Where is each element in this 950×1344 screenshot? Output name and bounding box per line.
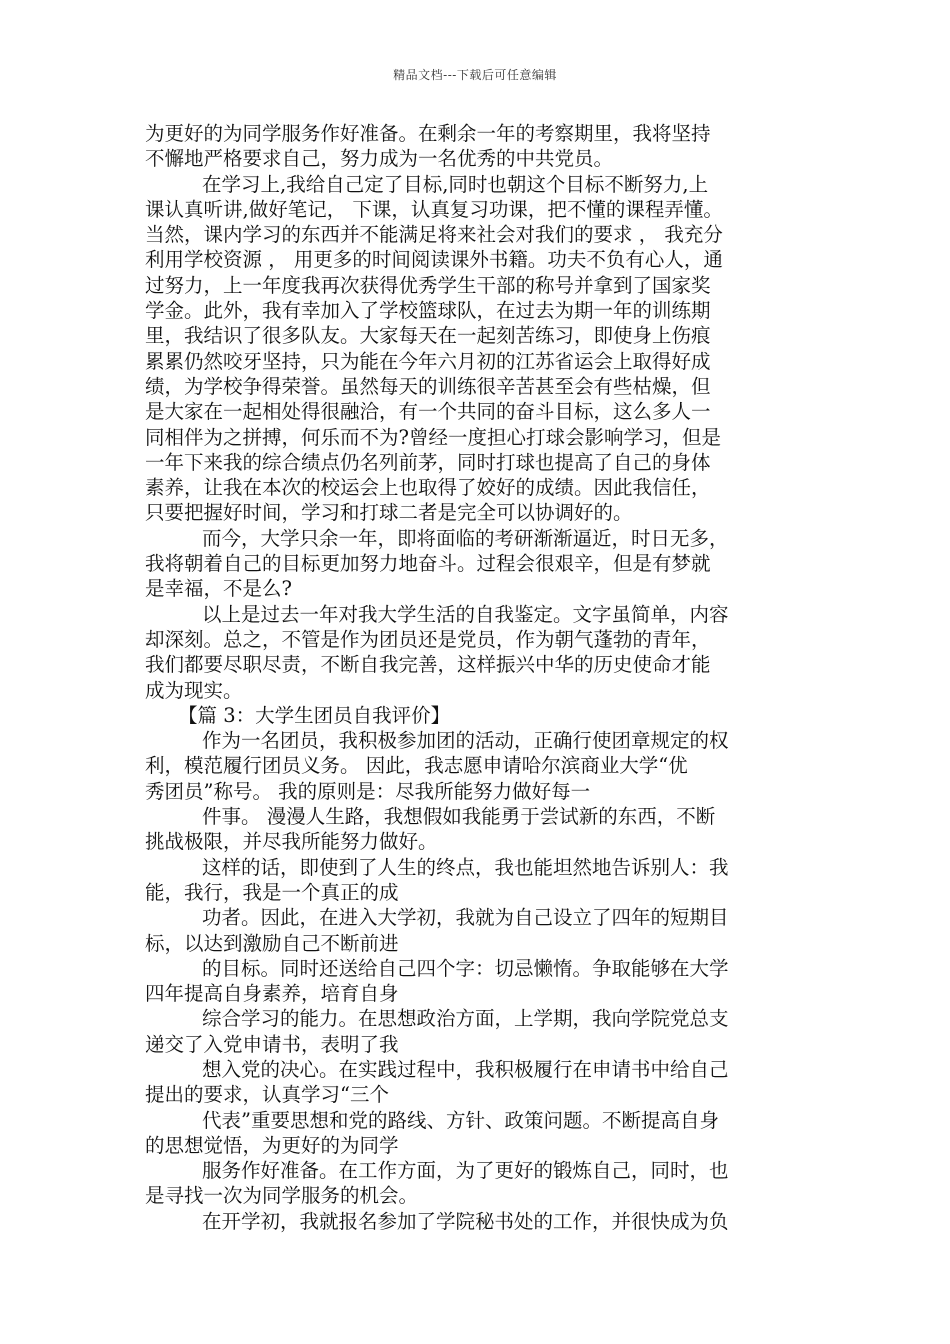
text-line: 作为一名团员，我积极参加团的活动，正确行使团章规定的权 [202,729,729,753]
text-line: 件事。 漫漫人生路，我想假如我能勇于尝试新的东西，不断 [202,805,716,829]
text-line: 在开学初，我就报名参加了学院秘书处的工作，并很快成为负 [202,1209,729,1233]
text-line: 利，模范履行团员义务。 因此，我志愿申请哈尔滨商业大学“优 [145,754,688,778]
text-line: 学金。此外，我有幸加入了学校篮球队，在过去为期一年的训练期 [145,299,711,323]
text-line: 不懈地严格要求自己，努力成为一名优秀的中共党员。 [145,147,614,171]
section-heading: 【篇 3：大学生团员自我评价】 [178,703,451,727]
text-line: 服务作好准备。在工作方面，为了更好的锻炼自己，同时，也 [202,1159,729,1183]
text-line: 素养，让我在本次的校运会上也取得了姣好的成绩。因此我信任， [145,476,711,500]
text-line: 递交了入党申请书，表明了我 [145,1032,399,1056]
text-line: 利用学校资源 ， 用更多的时间阅读课外书籍。功夫不负有心人，通 [145,248,723,272]
text-line: 功者。因此，在进入大学初，我就为自己设立了四年的短期目 [202,906,729,930]
text-line: 是寻找一次为同学服务的机会。 [145,1184,419,1208]
text-line: 成为现实。 [145,678,243,702]
text-line: 同相伴为之拼搏，何乐而不为?曾经一度担心打球会影响学习，但是 [145,425,721,449]
text-line: 里，我结识了很多队友。大家每天在一起刻苦练习，即使身上伤痕 [145,324,711,348]
text-line: 代表”重要思想和党的路线、方针、政策问题。不断提高自身 [202,1108,719,1132]
text-line: 这样的话，即使到了人生的终点，我也能坦然地告诉别人：我 [202,855,729,879]
text-line: 想入党的决心。在实践过程中，我积极履行在申请书中给自己 [202,1057,729,1081]
text-line: 的思想觉悟，为更好的为同学 [145,1133,399,1157]
text-line: 却深刻。总之，不管是作为团员还是党员，作为朝气蓬勃的青年， [145,627,711,651]
text-line: 是幸福，不是么? [145,577,292,601]
text-line: 为更好的为同学服务作好准备。在剩余一年的考察期里，我将坚持 [145,122,711,145]
text-line: 只要把握好时间，学习和打球二者是完全可以协调好的。 [145,501,633,525]
text-line: 能，我行，我是一个真正的成 [145,880,399,904]
text-line: 过努力，上一年度我再次获得优秀学生干部的称号并拿到了国家奖 [145,273,711,297]
text-line: 四年提高自身素养，培育自身 [145,982,399,1006]
text-line: 我们都要尽职尽责，不断自我完善，这样振兴中华的历史使命才能 [145,653,711,677]
text-line: 在学习上,我给自己定了目标,同时也朝这个目标不断努力,上 [202,172,709,196]
text-line: 累累仍然咬牙坚持，只为能在今年六月初的江苏省运会上取得好成 [145,349,711,373]
text-line: 绩，为学校争得荣誉。虽然每天的训练很辛苦甚至会有些枯燥，但 [145,374,711,398]
text-line: 以上是过去一年对我大学生活的自我鉴定。文字虽简单，内容 [202,602,729,626]
text-line: 我将朝着自己的目标更加努力地奋斗。过程会很艰辛，但是有梦就 [145,552,711,576]
text-line: 是大家在一起相处得很融洽，有一个共同的奋斗目标，这么多人一 [145,400,711,424]
text-line: 的目标。同时还送给自己四个字：切忌懒惰。争取能够在大学 [202,956,729,980]
page-header: 精品文档---下载后可任意编辑 [393,68,557,82]
text-line: 挑战极限，并尽我所能努力做好。 [145,830,438,854]
text-line: 一年下来我的综合绩点仍名列前茅，同时打球也提高了自己的身体 [145,450,711,474]
text-line: 课认真听讲,做好笔记， 下课，认真复习功课，把不懂的课程弄懂。 [145,197,723,221]
text-line: 综合学习的能力。在思想政治方面，上学期，我向学院党总支 [202,1007,729,1031]
document-body [145,121,810,1234]
text-line: 而今，大学只余一年，即将面临的考研渐渐逼近，时日无多， [202,526,729,550]
text-line: 秀团员”称号。 我的原则是：尽我所能努力做好每一 [145,779,591,803]
text-line: 当然，课内学习的东西并不能满足将来社会对我们的要求 ， 我充分 [145,223,723,247]
text-line: 提出的要求，认真学习“三个 [145,1083,389,1107]
text-line: 标，以达到激励自己不断前进 [145,931,399,955]
